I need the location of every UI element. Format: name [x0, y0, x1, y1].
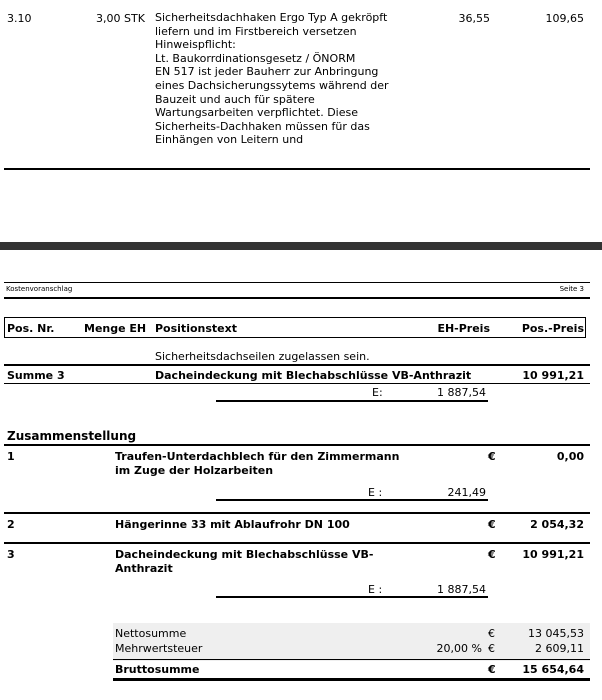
document-type-label: Kostenvoranschlag — [6, 285, 73, 293]
description-line: Hinweispflicht: — [155, 38, 236, 52]
summary-item-value: 0,00 — [556, 450, 584, 463]
header-top-rule — [4, 282, 590, 283]
totals-rule — [113, 659, 590, 660]
col-pos-header: Pos. Nr. — [7, 322, 55, 335]
euro-sign: € — [488, 663, 496, 676]
vat-value: 2 609,11 — [535, 642, 584, 655]
sum-e-value: 1 887,54 — [437, 386, 486, 399]
summary-item-number: 3 — [7, 548, 15, 561]
summary-item-e-value: 241,49 — [447, 486, 486, 499]
col-text-header: Positionstext — [155, 322, 237, 335]
description-line: EN 517 ist jeder Bauherr zur Anbringung — [155, 65, 379, 79]
summary-item-e-underline — [216, 596, 488, 598]
summary-item-e-value: 1 887,54 — [437, 583, 486, 596]
position-number: 3.10 — [7, 12, 32, 25]
euro-sign: € — [488, 450, 496, 463]
sum-e-label: E: — [372, 386, 383, 399]
summary-item-title-line: Dacheindeckung mit Blechabschlüsse VB- — [115, 548, 374, 561]
summary-item-e-label: E : — [368, 486, 383, 499]
summary-item-value: 10 991,21 — [522, 548, 584, 561]
vat-label: Mehrwertsteuer — [115, 642, 203, 655]
description-line: liefern und im Firstbereich versetzen — [155, 24, 357, 38]
sum-value: 10 991,21 — [522, 369, 584, 382]
vat-rate: 20,00 % — [436, 642, 482, 655]
sum-label: Summe 3 — [7, 369, 65, 382]
position-description — [155, 11, 389, 147]
description-line: Wartungsarbeiten verpflichtet. Diese — [155, 106, 358, 120]
sum-title: Dacheindeckung mit Blechabschlüsse VB-Anthrazit — [155, 369, 472, 382]
page-number: Seite 3 — [559, 285, 584, 293]
col-unit-price-header: EH-Preis — [437, 322, 490, 335]
col-total-header: Pos.-Preis — [521, 322, 584, 335]
summary-item-title — [115, 450, 399, 478]
description-line: Sicherheitsdachhaken Ergo Typ A gekröpft — [155, 11, 388, 24]
col-qty-header: Menge EH — [84, 322, 147, 335]
gross-sum-value: 15 654,64 — [522, 663, 584, 676]
item-separator-rule — [4, 542, 590, 544]
position-total: 109,65 — [545, 12, 584, 25]
summary-item-value: 2 054,32 — [530, 518, 584, 531]
description-line: Lt. Baukorrdinationsgesetz / ÖNORM — [155, 51, 356, 65]
header-bottom-rule — [4, 297, 590, 299]
description-line: Einhängen von Leitern und — [155, 133, 304, 147]
euro-sign: € — [488, 627, 495, 640]
sum-top-rule — [4, 364, 590, 366]
summary-item-title-line: Traufen-Unterdachblech für den Zimmermann — [115, 450, 400, 463]
summary-item-number: 2 — [7, 518, 15, 531]
euro-sign: € — [488, 518, 496, 531]
summary-item-e-label: E : — [368, 583, 383, 596]
summary-item-e-underline — [216, 499, 488, 501]
sum-e-underline — [216, 400, 488, 402]
position-unit-price: 36,55 — [458, 12, 490, 25]
page-end-rule — [4, 168, 590, 170]
euro-sign: € — [488, 642, 495, 655]
sum-bottom-rule — [4, 383, 590, 384]
summary-item-title-line: im Zuge der Holzarbeiten — [115, 464, 274, 477]
net-sum-value: 13 045,53 — [528, 627, 584, 640]
net-sum-label: Nettosumme — [115, 627, 187, 640]
description-line: Bauzeit und auch für spätere — [155, 92, 315, 106]
description-line: eines Dachsicherungssytems während der — [155, 78, 389, 92]
summary-item-title: Hängerinne 33 mit Ablaufrohr DN 100 — [115, 518, 350, 531]
summary-rule — [4, 444, 590, 446]
description-line: Sicherheits-Dachhaken müssen für das — [155, 119, 370, 133]
gross-sum-label: Bruttosumme — [115, 663, 200, 676]
page-separator — [0, 242, 602, 250]
summary-item-title — [115, 548, 373, 576]
continuation-text: Sicherheitsdachseilen zugelassen sein. — [155, 350, 370, 363]
item-separator-rule — [4, 512, 590, 514]
position-quantity: 3,00 STK — [96, 12, 145, 25]
summary-item-title-line: Anthrazit — [115, 562, 173, 575]
gross-double-rule — [113, 678, 590, 681]
summary-item-number: 1 — [7, 450, 15, 463]
summary-title: Zusammenstellung — [7, 429, 137, 443]
euro-sign: € — [488, 548, 496, 561]
